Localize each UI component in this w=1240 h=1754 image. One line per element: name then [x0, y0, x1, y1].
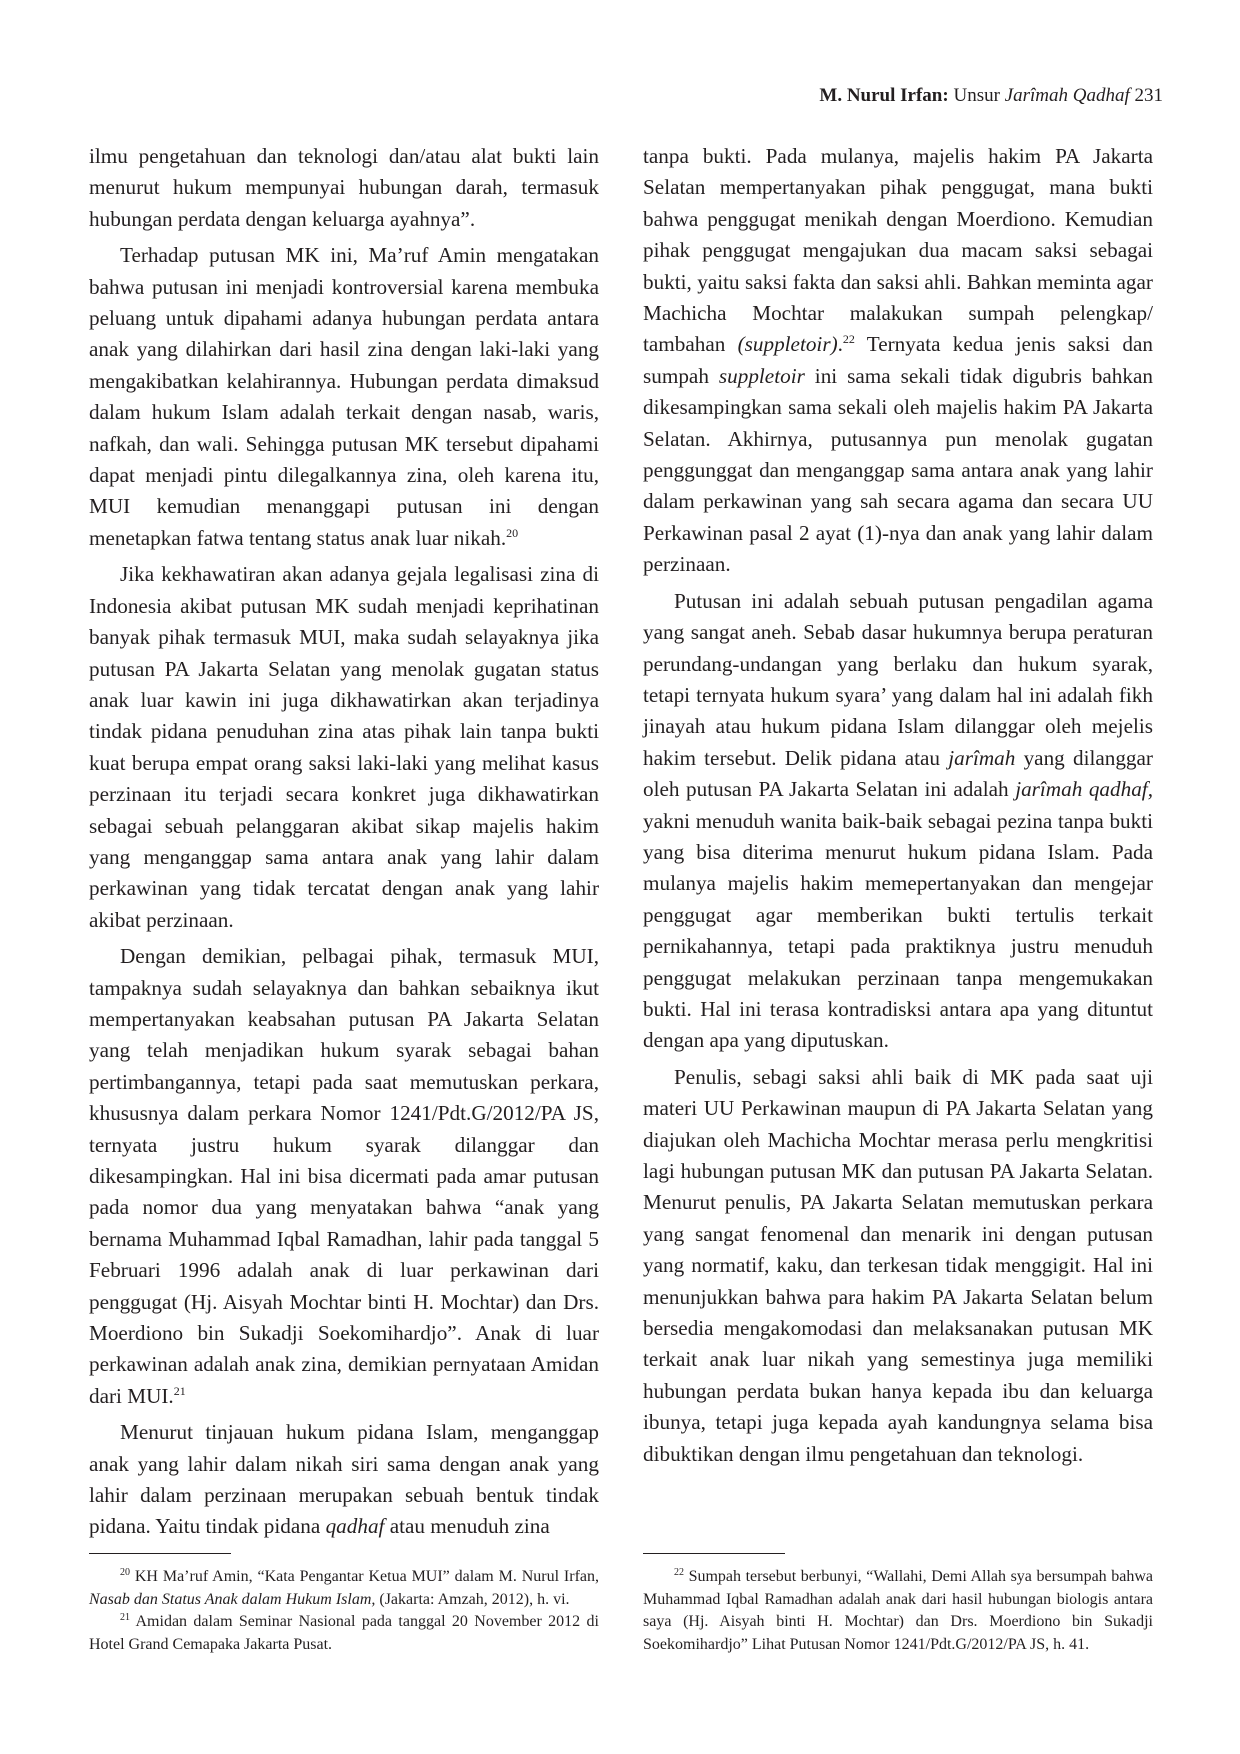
paragraph [643, 141, 1153, 581]
paragraph-text: Putusan ini adalah sebuah putusan pengadilan agama yang sangat aneh. Sebab dasar hukumnya berupa peraturan perundang-undangan yang berlaku dan hukum syarak, tetapi ternyata hukum syara’ yang dalam hal ini adalah fikh jinayah atau hukum pidana Islam dilanggar oleh mejelis hakim tersebut. Delik pidana atau [643, 588, 1153, 770]
paragraph-text: ini sama sekali tidak digubris bahkan dikesampingkan sama sekali oleh majelis hakim PA Jakarta Selatan. Akhirnya, putusannya pun menolak gugatan penggunggat dan menganggap sama antara anak yang lahir dalam perkawinan yang sah secara agama dan secara UU Perkawinan pasal 2 ayat (1)-nya dan anak yang lahir dalam perzinaan. [643, 363, 1153, 577]
paragraph-text: . [837, 332, 843, 357]
footnote-divider [643, 1553, 785, 1554]
paragraph [89, 941, 599, 1412]
paragraph-text: Menurut tinjauan hukum pidana Islam, menganggap anak yang lahir dalam nikah siri sama dengan anak yang lahir dalam perzinaan merupakan sebuah bentuk tindak pidana. Yaitu tindak pidana [89, 1420, 599, 1539]
paragraph-text: tanpa bukti. Pada mulanya, majelis hakim PA Jakarta Selatan mempertanyakan pihak penggugat, mana bukti bahwa penggugat menikah dengan Moerdiono. Kemudian pihak penggugat mengajukan dua macam saksi sebagai bukti, yaitu saksi fakta dan saksi ahli. Bahkan meminta agar Machicha Mochtar malakukan sumpah pelengkap/ tambahan [643, 144, 1153, 357]
header-prefix: Unsur [948, 85, 1005, 106]
italic-term: jarîmah [948, 745, 1016, 770]
footnote-21 [89, 1611, 599, 1656]
paragraph-text: Ternyata kedua jenis saksi dan sumpah [643, 332, 1153, 388]
footnote-text: (Jakarta: Amzah, 2012), h. vi. [375, 1590, 570, 1608]
paragraph-text: yang dilanggar oleh putusan PA Jakarta Selatan ini adalah [643, 745, 1153, 802]
footnote-text: Amidan dalam Seminar Nasional pada tanggal 20 November 2012 di Hotel Grand Cemapaka Jakarta Pusat. [89, 1613, 599, 1653]
left-column [89, 141, 599, 1548]
footnote-ref[interactable]: 21 [173, 1383, 186, 1398]
footnote-ref[interactable]: 20 [506, 525, 519, 540]
footnote-divider [89, 1553, 231, 1554]
italic-term: (suppletoir) [737, 332, 838, 357]
footnote-20 [89, 1566, 599, 1611]
paragraph [89, 240, 599, 554]
footnote-text: KH Ma’ruf Amin, “Kata Pengantar Ketua MUI” dalam M. Nurul Irfan, [130, 1568, 599, 1585]
header-author: M. Nurul Irfan: [819, 85, 949, 106]
paragraph: Jika kekhawatiran akan adanya gejala legalisasi zina di Indonesia akibat putusan MK sudah menjadi keprihatinan banyak pihak termasuk MUI, maka sudah selayaknya jika putusan PA Jakarta Selatan yang menolak gugatan status anak luar kawin ini juga dikhawatirkan akan terjadinya tindak pidana penuduhan zina atas pihak lain tanpa bukti kuat berupa empat orang saksi laki-laki yang melihat kasus perzinaan itu terjadi secara konkret juga dikhawatirkan sebagai sebuah pelanggaran akibat sikap majelis hakim yang menganggap sama antara anak yang lahir dalam perkawinan yang tidak tercatat dengan anak yang lahir akibat perzinaan. [89, 562, 599, 932]
footnote-number: 22 [674, 1567, 684, 1578]
paragraph-text: yakni menuduh wanita baik-baik sebagai pezina tanpa bukti yang bisa diterima menurut hukum pidana Islam. Pada mulanya majelis hakim memepertanyakan dan mengejar penggugat agar memberikan bukti tertulis terkait pernikahannya, tetapi pada praktiknya justru menuduh penggugat melakukan perzinaan tanpa mengemukakan bukti. Hal ini terasa kontradisksi antara apa yang dituntut dengan apa yang diputuskan. [643, 808, 1153, 1053]
paragraph-text: Dengan demikian, pelbagai pihak, termasuk MUI, tampaknya sudah selayaknya dan bahkan sebaiknya ikut mempertanyakan keabsahan putusan PA Jakarta Selatan yang telah menjadikan hukum syarak sebagai bahan pertimbangannya, tetapi pada saat memutuskan perkara, khususnya dalam perkara Nomor 1241/Pdt.G/2012/PA JS, ternyata justru hukum syarak dilanggar dan dikesampingkan. Hal ini bisa dicermati pada amar putusan pada nomor dua yang menyatakan bahwa “anak yang bernama Muhammad Iqbal Ramadhan, lahir pada tanggal 5 Februari 1996 adalah anak di luar perkawinan dari penggugat (Hj. Aisyah Mochtar binti H. Mochtar) dan Drs. Moerdiono bin Sukadji Soekomihardjo”. Anak di luar perkawinan adalah anak zina, demikian pernyataan Amidan dari MUI. [89, 944, 599, 1408]
footnotes-right [643, 1566, 1153, 1656]
running-header [819, 84, 1163, 108]
footnote-number: 21 [120, 1612, 130, 1623]
paragraph [89, 1417, 599, 1543]
paragraph-text: Terhadap putusan MK ini, Ma’ruf Amin mengatakan bahwa putusan ini menjadi kontroversial karena membuka peluang untuk dipahami adanya hubungan perdata antara anak yang dilahirkan dari hasil zina dengan laki-laki yang mengakibatkan kelahirannya. Hubungan perdata dimaksud dalam hukum Islam adalah terkait dengan nasab, waris, nafkah, dan wali. Sehingga putusan MK tersebut dipahami dapat menjadi pintu dilegalkannya zina, oleh karena itu, MUI kemudian menanggapi putusan ini dengan menetapkan fatwa tentang status anak luar nikah. [89, 243, 599, 550]
footnote-ref[interactable]: 22 [842, 332, 855, 347]
paragraph: ilmu pengetahuan dan teknologi dan/atau alat bukti lain menurut hukum mempunyai hubungan darah, termasuk hubungan perdata dengan keluarga ayahnya”. [89, 144, 599, 231]
header-term: Jarîmah Qadhaf [1004, 85, 1130, 106]
footnote-text: Sumpah tersebut berbunyi, “Wallahi, Demi Allah sya bersumpah bahwa Muhammad Iqbal Ramadhan adalah anak dari hasil hubungan biologis antara saya (Hj. Aisyah binti H. Mochtar) dan Drs. Moerdiono bin Sukadji Soekomihardjo” Lihat Putusan Nomor 1241/Pdt.G/2012/PA JS, h. 41. [643, 1568, 1153, 1653]
page-number: 231 [1134, 85, 1163, 106]
italic-term: qadhaf [325, 1514, 385, 1539]
footnotes-left [89, 1566, 599, 1656]
paragraph [643, 586, 1153, 1057]
footnote-22 [643, 1566, 1153, 1656]
paragraph-text: atau menuduh zina [384, 1514, 550, 1539]
italic-term: jarîmah qadhaf, [1015, 777, 1153, 802]
footnote-italic: Nasab dan Status Anak dalam Hukum Islam, [89, 1590, 376, 1608]
italic-term: suppletoir [718, 363, 805, 388]
paragraph: Penulis, sebagi saksi ahli baik di MK pada saat uji materi UU Perkawinan maupun di PA Jakarta Selatan yang diajukan oleh Machicha Mochtar merasa perlu mengkritisi lagi hubungan putusan MK dan putusan PA Jakarta Selatan. Menurut penulis, PA Jakarta Selatan memutuskan perkara yang sangat fenomenal dan menarik ini dengan putusan yang normatif, kaku, dan terkesan tidak menggigit. Hal ini menunjukkan bahwa para hakim PA Jakarta Selatan belum bersedia mengakomodasi dan melaksanakan putusan MK terkait anak luar nikah yang semestinya juga memiliki hubungan perdata bukan hanya kepada ibu dan keluarga ibunya, tetapi juga kepada ayah kandungnya selama bisa dibuktikan dengan ilmu pengetahuan dan teknologi. [643, 1064, 1153, 1466]
footnote-number: 20 [120, 1567, 130, 1578]
right-column [643, 141, 1153, 1475]
